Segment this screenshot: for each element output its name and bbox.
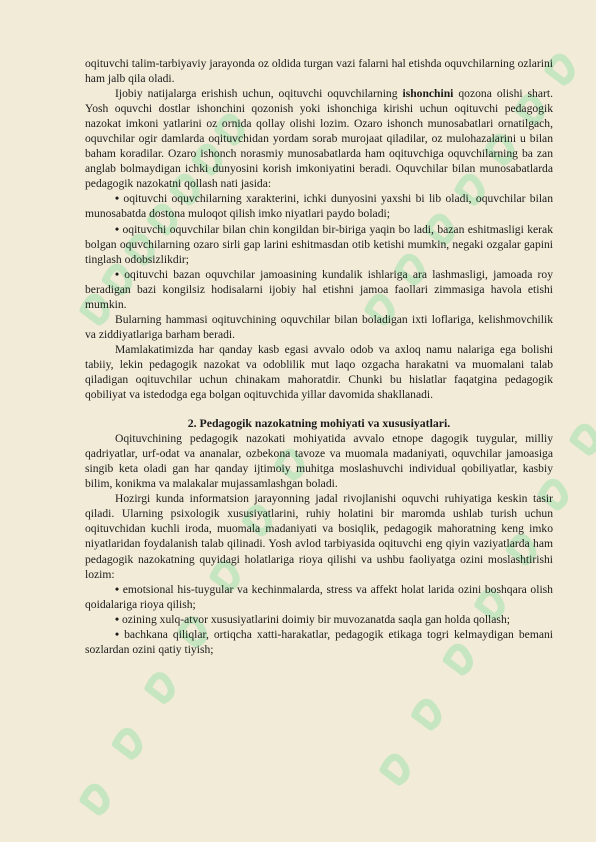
text-run: Ijobiy natijalarga erishish uchun, oqituvchi oquvchilarning (115, 87, 403, 101)
document-page (85, 56, 553, 657)
bold-term: ishonchini (402, 87, 454, 101)
bullet-item: • oqituvchi oquvchilarning xarakterini, ichki dunyosini yaxshi bi lib oladi, oquvchilar bilan munosabatda dostona muloqot qilish imko niyatlari paydo boladi; (85, 191, 553, 221)
paragraph: Oqituvchining pedagogik nazokati mohiyatida avvalo etnope dagogik tuygular, milliy qadriyatlar, urf-odat va ananalar, ozbekona tavoze va muomala madaniyati, oquvchilar jamoasiga singib keta oladi gan har qanday ijtimoiy muhitga moslashuvchi individual qobiliyatlar, kasbiy bilim, konikma va malakalar mujassamlashgan boladi. (85, 432, 553, 491)
bullet-item: • emotsional his-tuygular va kechinmalarda, stress va affekt holat larida ozini boshqara olish qoidalariga rioya qilish; (85, 582, 553, 612)
text-run: qozona olishi shart. Yosh oquvchi dostlar ishonchini qozonish yoki ishonchiga kirishi uchun oqituvchi pedagogik nazokat imkoni yatlarini oz ornida qollay olishi lozim. Ozaro ishonch munosabatlari ornatilgach, oquvchilar ogir damlarda oqituvchidan yordam sorab murojaat qiladilar, oz mulohazalarini u bilan baham koradilar. Ozaro ishonch norasmiy munosabatlarda ham oqituvchiga oquvchilarning ba zan anglab bolmaydigan ichki dunyosini korish imkoniyatini beradi. Oquvchilar bilan munosabatlarda pedagogik nazokatni qollash nati jasida: (85, 87, 553, 191)
bullet-item: • bachkana qiliqlar, ortiqcha xatti-harakatlar, pedagogik etikaga togri kelmaydigan bemani sozlardan ozini qatiy tiyish; (85, 627, 553, 657)
watermark-glyph (573, 427, 596, 452)
paragraph: Hozirgi kunda informatsion jarayonning jadal rivojlanishi oquvchi ruhiyatiga keskin tasir qiladi. Ularning psixologik xususiyatlarini, ruhiy holatini bir maromda ushlab turish uchun oqituvchidan kuchli iroda, muomala madaniyati va bosiqlik, pedagogik mahoratning keng imko niyatlaridan foydalanish talab qilinadi. Yosh avlod tarbiyasida oqituvchi eng qiyin vaziyatlarda ham pedagogik nazokatning quyidagi holatlariga rioya qilishi va ushbu faoliyatga ozini moslashtirishi lozim: (85, 492, 553, 581)
section-heading: 2. Pedagogik nazokatning mohiyati va xususiyatlari. (187, 416, 451, 431)
bullet-item: • oqituvchi oquvchilar bilan chin kongildan bir-biriga yaqin bo ladi, bazan eshitmasligi kerak bolgan oquvchilarning ozaro sirli gap larini eshitmasdan otib ketishi mumkin, negaki ozgalar gapini tinglash odobsizlikdir; (85, 222, 553, 267)
paragraph: Bularning hammasi oqituvchining oquvchilar bilan boladigan ixti loflariga, kelishmovchilik va ziddiyatlariga barham beradi. (85, 312, 553, 341)
continued-paragraph: oqituvchi talim-tarbiyaviy jarayonda oz oldida turgan vazi falarni hal etishda oquvchilarning ozlarini ham jalb qila oladi. (85, 57, 553, 86)
bullet-item: • ozining xulq-atvor xususiyatlarini doimiy bir muvozanatda saqla gan holda qollash; (85, 612, 553, 627)
watermark-glyph (415, 702, 438, 727)
paragraph: Mamlakatimizda har qanday kasb egasi avvalo odob va axloq namu nalariga ega bolishi tabiiy, lekin pedagogik nazokat va odoblilik mut laqo ozgacha harakatni va muomalani talab qiladigan oqituvchilar uchun chinakam mahoratdir. Chunki bu hislatlar faqatgina pedagogik qobiliyat va istedodga ega bolgan oqituvchida yillar davomida shakllanadi. (85, 342, 553, 402)
watermark-glyph (148, 676, 171, 701)
bottom-section (85, 431, 553, 657)
top-section (85, 56, 553, 402)
watermark-glyph (83, 787, 106, 812)
watermark-glyph (383, 757, 406, 782)
trust-paragraph (85, 86, 553, 191)
bullet-item: • oqituvchi bazan oquvchilar jamoasining kundalik ishlariga ara lashmasligi, jamoada roy beradigan bazi kongilsiz hodisalarni ijobiy hal etishni jamoa faollari zimmasiga havola etishi mumkin. (85, 267, 553, 312)
watermark-glyph (116, 731, 139, 756)
